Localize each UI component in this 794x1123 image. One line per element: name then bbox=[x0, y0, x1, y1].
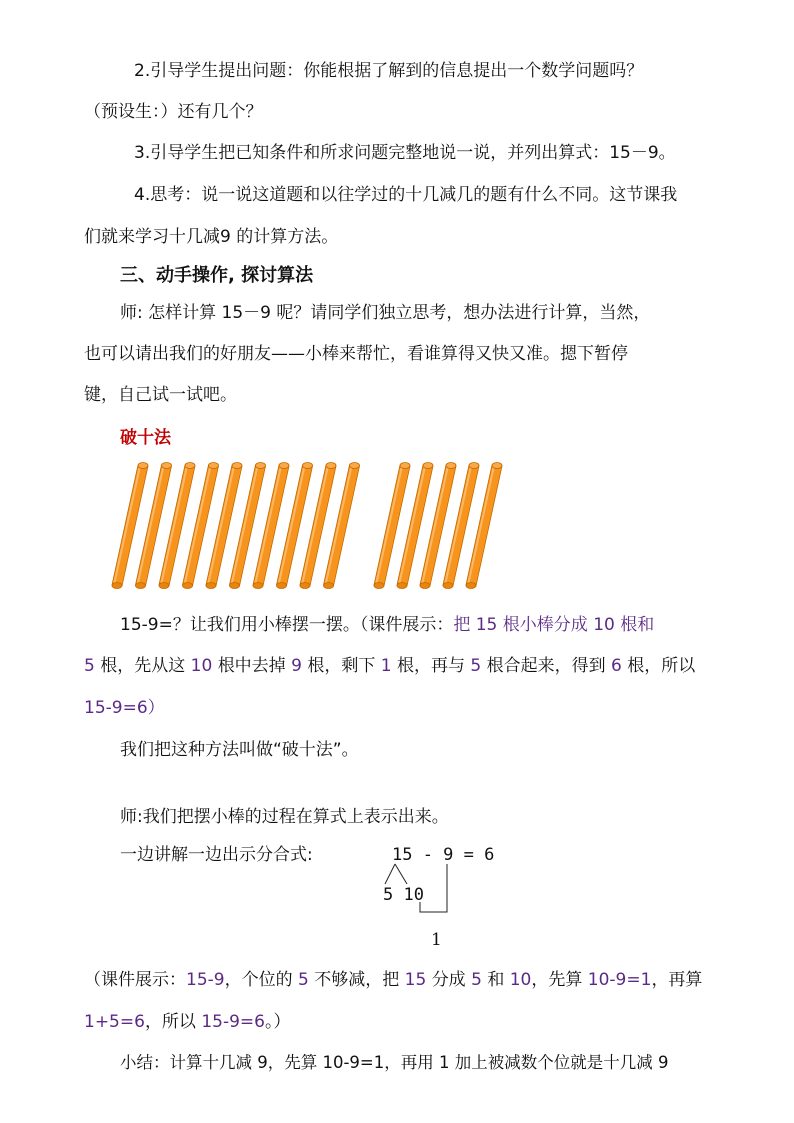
counting-sticks-illustration bbox=[100, 455, 520, 595]
teacher-question-line1: 师: 怎样计算 15－9 呢？请同学们独立思考，想办法进行计算，当然， bbox=[120, 303, 651, 323]
decomposition-equation: 15 - 9 = 6 bbox=[392, 845, 495, 865]
courseware-line1: （课件展示：15-9，个位的 5 不够减，把 15 分成 5 和 10，先算 10-9=1，再算 bbox=[84, 970, 703, 990]
decomposition-remainder: 1 bbox=[431, 930, 442, 950]
teacher-statement: 师:我们把摆小棒的过程在算式上表示出来。 bbox=[120, 807, 449, 827]
demo-line3: 15-9=6） bbox=[84, 698, 165, 718]
equation-prompt: 3.引导学生把已知条件和所求问题完整地说一说，并列出算式：15－9。 bbox=[134, 143, 676, 163]
decomposition-label: 一边讲解一边出示分合式: bbox=[120, 845, 313, 865]
method-naming: 我们把这种方法叫做“破十法”。 bbox=[120, 740, 359, 760]
courseware-line2: 1+5=6，所以 15-9=6。） bbox=[84, 1012, 291, 1032]
teacher-question-line2: 也可以请出我们的好朋友——小棒来帮忙，看谁算得又快又准。摁下暂停 bbox=[84, 344, 628, 364]
expected-answer: （预设生：）还有几个？ bbox=[84, 102, 263, 122]
decomposition-split: 5 10 bbox=[383, 885, 424, 905]
think-prompt-line1: 4.思考：说一说这道题和以往学过的十几减几的题有什么不同。这节课我 bbox=[134, 185, 678, 205]
section-heading: 三、动手操作, 探讨算法 bbox=[120, 265, 314, 286]
teacher-question-line3: 键，自己试一试吧。 bbox=[84, 385, 237, 405]
question-prompt: 2.引导学生提出问题：你能根据了解到的信息提出一个数学问题吗？ bbox=[134, 61, 644, 81]
demo-line2: 5 根，先从这 10 根中去掉 9 根，剩下 1 根，再与 5 根合起来，得到 6 根，所以 bbox=[84, 656, 696, 676]
method-label: 破十法 bbox=[120, 428, 171, 448]
summary: 小结：计算十几减 9，先算 10-9=1，再用 1 加上被减数个位就是十几减 9 bbox=[120, 1053, 669, 1072]
demo-line1: 15-9=？让我们用小棒摆一摆。（课件展示：把 15 根小棒分成 10 根和 bbox=[120, 615, 655, 635]
think-prompt-line2: 们就来学习十几减9 的计算方法。 bbox=[84, 227, 339, 247]
